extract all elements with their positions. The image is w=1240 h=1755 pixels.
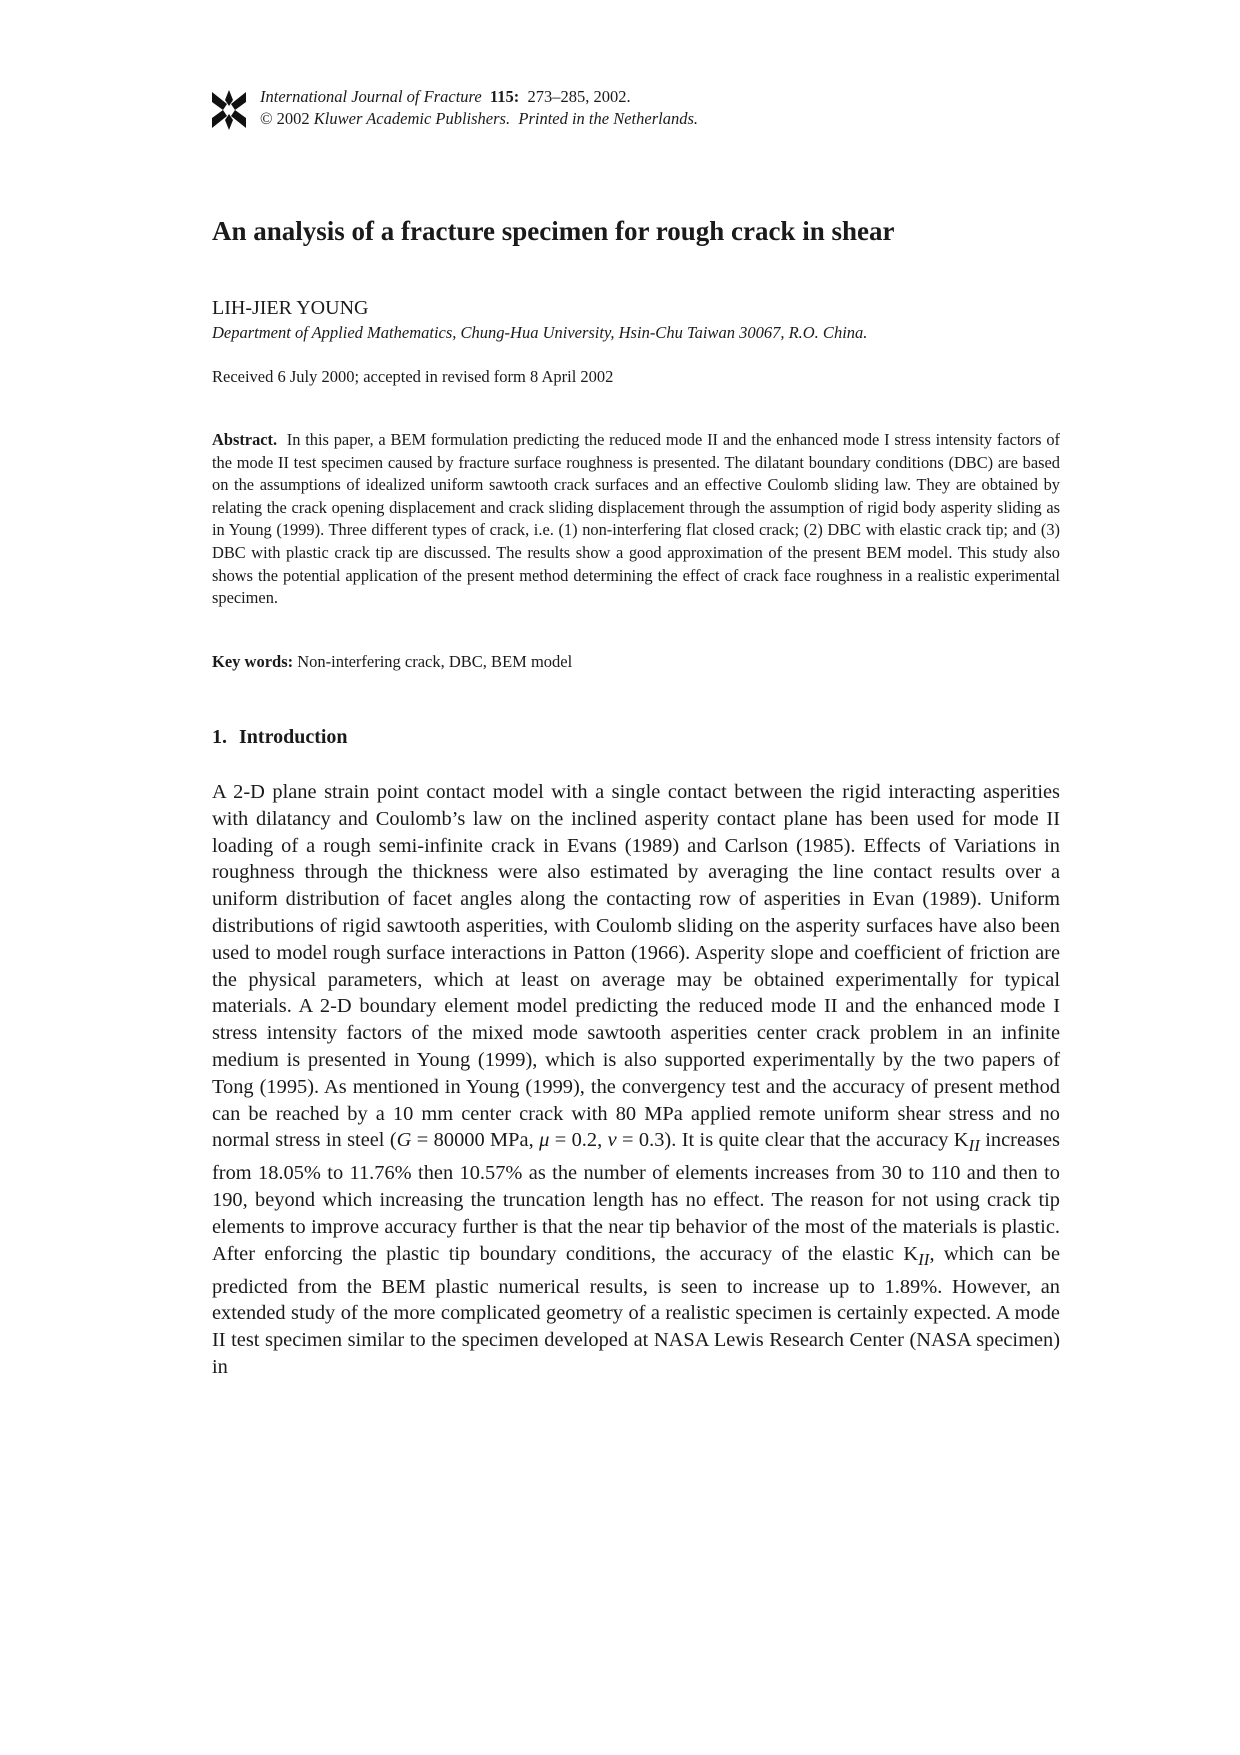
- equation-part-3: = 0.3). It is quite clear that the accuracy K: [616, 1129, 969, 1152]
- body-text-part-1: A 2-D plane strain point contact model with a single contact between the rigid interacting asperities with dilatancy and Coulomb’s law on the inclined asperity contact plane has been used for mode II loading of a rough semi-infinite crack in Evans (1989) and Carlson (1985). Effects of Variations in roughness through the thickness were also estimated by averaging the line contact results over a uniform distribution of facet angles along the contacting row of asperities in Evan (1989). Uniform distributions of rigid sawtooth asperities, with Coulomb sliding on the asperity surfaces have also been used to model rough surface interactions in Patton (1966). Asperity slope and coefficient of friction are the physical parameters, which at least on average may be obtained experimentally for typical materials. A 2-D boundary element model predicting the reduced mode II and the enhanced mode I stress intensity factors of the mixed mode sawtooth asperities center crack problem in an infinite medium is presented in Young (1999), which is also supported experimentally by the two papers of Tong (1995). As mentioned in Young (1999), the convergency test and the accuracy of present method can be reached by a 10 mm center crack with 80 MPa applied remote uniform shear stress and no normal stress in steel (: [212, 781, 1060, 1152]
- keywords: [212, 651, 572, 673]
- symbol-mu: μ: [539, 1129, 550, 1152]
- section-title: Introduction: [239, 726, 348, 748]
- received-dates: Received 6 July 2000; accepted in revised form 8 April 2002: [212, 367, 614, 386]
- introduction-paragraph: [212, 779, 1060, 1381]
- paper-title: An analysis of a fracture specimen for rough crack in shear: [212, 216, 895, 246]
- equation-part-2: = 0.2,: [549, 1129, 608, 1152]
- author-name: LIH-JIER YOUNG: [212, 297, 369, 319]
- journal-volume: 115:: [489, 87, 520, 106]
- journal-info: [260, 86, 698, 130]
- abstract-label: Abstract.: [212, 430, 278, 449]
- journal-name: International Journal of Fracture: [260, 87, 482, 106]
- subscript-ii-2: II: [918, 1249, 930, 1269]
- journal-pages-year: 273–285, 2002.: [527, 87, 631, 106]
- equation-part-1: = 80000 MPa,: [411, 1129, 540, 1152]
- kluwer-logo-icon: [212, 90, 246, 130]
- abstract-text: In this paper, a BEM formulation predicting the reduced mode II and the enhanced mode I stress intensity factors of the mode II test specimen caused by fracture surface roughness is presented. The dilatant boundary conditions (DBC) are based on the assumptions of idealized uniform sawtooth crack surfaces and an effective Coulomb sliding law. They are obtained by relating the crack opening displacement and crack sliding displacement through the assumption of rigid body asperity sliding as in Young (1999). Three different types of crack, i.e. (1) non-interfering flat closed crack; (2) DBC with elastic crack tip; and (3) DBC with plastic crack tip are discussed. The results show a good approximation of the present BEM model. This study also shows the potential application of the present method determining the effect of crack face roughness in a realistic experimental specimen.: [212, 430, 1060, 608]
- journal-copyright: [260, 108, 698, 130]
- symbol-nu: ν: [607, 1129, 617, 1152]
- subscript-ii-1: II: [968, 1136, 980, 1156]
- journal-header: [212, 86, 1072, 136]
- section-number: 1.: [212, 726, 227, 748]
- section-heading: [212, 724, 348, 750]
- publisher: Kluwer Academic Publishers.: [313, 109, 511, 128]
- journal-citation: [260, 86, 698, 108]
- author-affiliation: Department of Applied Mathematics, Chung-Hua University, Hsin-Chu Taiwan 30067, R.O. China.: [212, 323, 868, 342]
- abstract: [212, 429, 1060, 610]
- printed-location: Printed in the Netherlands.: [518, 109, 699, 128]
- keywords-text: Non-interfering crack, DBC, BEM model: [297, 652, 573, 671]
- body-text-part-2: increases from 18.05% to 11.76% then 10.57% as the number of elements increases from 30 to 110 and then to 190, beyond which increasing the truncation length has no effect. The reason for not using crack tip elements to improve accuracy further is that the near tip behavior of the most of the materials is plastic. After enforcing the plastic tip boundary conditions, the accuracy of the elastic K: [212, 1129, 1060, 1265]
- copyright-year: © 2002: [260, 109, 310, 128]
- body-text-part-3: , which can be predicted from the BEM plastic numerical results, is seen to increase up to 1.89%. However, an extended study of the more complicated geometry of a realistic specimen is certainly expected. A mode II test specimen similar to the specimen developed at NASA Lewis Research Center (NASA specimen) in: [212, 1242, 1060, 1378]
- keywords-label: Key words:: [212, 652, 294, 671]
- symbol-g: G: [396, 1129, 412, 1152]
